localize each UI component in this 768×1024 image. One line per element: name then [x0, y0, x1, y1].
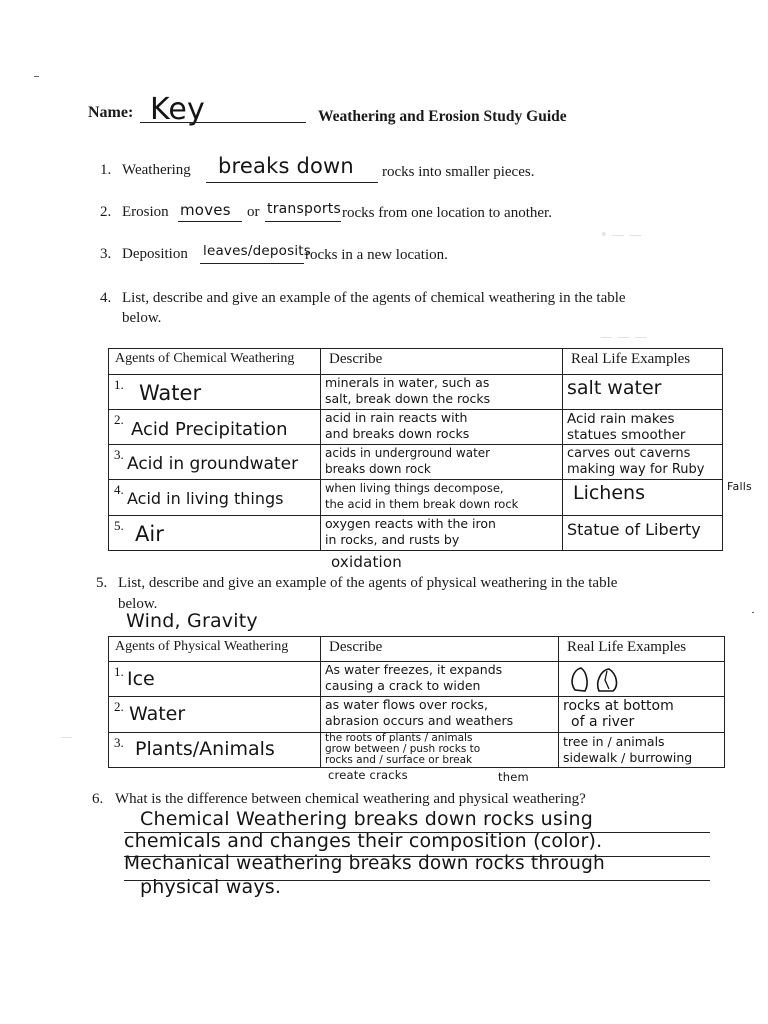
- overflow-note: them: [498, 770, 529, 784]
- q2-answer-1: moves: [180, 201, 231, 219]
- row-number: 2.: [114, 412, 124, 427]
- example-line: statues smoother: [567, 427, 686, 443]
- q2-number: 2.: [100, 204, 112, 220]
- q2-underline-1: [178, 221, 242, 222]
- row-number: 1.: [114, 377, 124, 392]
- example: [567, 522, 701, 538]
- example-line: Lichens: [573, 482, 645, 504]
- bleed-through-text: —: [60, 730, 73, 745]
- description: [325, 480, 518, 512]
- example-line: Statue of Liberty: [567, 520, 701, 539]
- row-number: 4.: [114, 482, 124, 497]
- column-header: Real Life Examples: [571, 351, 691, 367]
- q3-number: 3.: [100, 246, 112, 262]
- description: [325, 697, 513, 729]
- q1-underline: [206, 182, 378, 183]
- example: [567, 411, 686, 443]
- column-header: Real Life Examples: [567, 639, 687, 655]
- description: [325, 375, 490, 407]
- description-line: the roots of plants / animals: [325, 732, 473, 744]
- q2-text-mid: or: [247, 204, 260, 220]
- q2-underline-2: [265, 221, 341, 222]
- example: [567, 446, 704, 478]
- example: [567, 377, 662, 399]
- q3-underline: [200, 263, 304, 264]
- description-line: acid in rain reacts with: [325, 410, 468, 425]
- row-number: 3.: [114, 447, 124, 462]
- overflow-note: Falls: [727, 480, 752, 493]
- q6-number: 6.: [92, 791, 104, 807]
- example-line: tree in / animals: [563, 734, 665, 749]
- q6-question: What is the difference between chemical weathering and physical weathering?: [115, 791, 586, 807]
- example-line: sidewalk / burrowing: [563, 750, 693, 765]
- bleed-through-text: • — —: [600, 228, 642, 243]
- q1-number: 1.: [100, 162, 112, 178]
- agent-name: Water: [129, 703, 186, 725]
- description-line: breaks down rock: [325, 462, 431, 476]
- description-line: oxygen reacts with the iron: [325, 516, 496, 531]
- description-line: causing a crack to widen: [325, 678, 481, 693]
- description-line: as water flows over rocks,: [325, 697, 488, 712]
- cracked-rock-sketch: [565, 664, 625, 696]
- row-number: 3.: [114, 735, 124, 750]
- description: [325, 445, 490, 477]
- q5-text-line1: List, describe and give an example of the agents of physical weathering in the table: [118, 575, 618, 591]
- q2-text-post: rocks from one location to another.: [342, 205, 552, 221]
- q6-answer-line: chemicals and changes their composition (color).: [124, 830, 603, 852]
- example-line: making way for Ruby: [567, 462, 705, 477]
- example-line: Acid rain makes: [567, 411, 675, 427]
- description: [325, 516, 496, 548]
- table-header-row: [109, 349, 723, 375]
- name-value: Key: [150, 92, 205, 127]
- column-header: Agents of Physical Weathering: [115, 639, 289, 654]
- q1-text-pre: Weathering: [122, 162, 191, 178]
- q4-text-line2: below.: [122, 310, 162, 326]
- description: [325, 410, 469, 442]
- agent-name: Air: [135, 522, 164, 546]
- q6-answer-line: Chemical Weathering breaks down rocks using: [140, 808, 593, 830]
- agent-name: Ice: [127, 668, 155, 690]
- q1-answer: breaks down: [218, 154, 354, 178]
- q3-text-post: rocks in a new location.: [305, 247, 448, 263]
- q1-text-post: rocks into smaller pieces.: [382, 164, 535, 180]
- example: [563, 698, 674, 730]
- overflow-note: create cracks: [328, 768, 408, 782]
- description-line: the acid in them break down rock: [325, 497, 519, 511]
- example-line: carves out caverns: [567, 446, 691, 461]
- row-number: 1.: [114, 664, 124, 679]
- table-row: [109, 410, 723, 445]
- description-line: acids in underground water: [325, 446, 491, 460]
- name-underline: [140, 122, 306, 123]
- column-header: Describe: [329, 639, 383, 655]
- scan-speck: [752, 612, 754, 613]
- description-line: rocks and / surface or break: [325, 754, 473, 766]
- table-row: [109, 375, 723, 410]
- q6-answer-line: physical ways.: [140, 876, 282, 898]
- table-row: [109, 480, 723, 516]
- example-line: rocks at bottom: [563, 698, 674, 714]
- table-header-row: [109, 637, 725, 662]
- example-line: of a river: [571, 714, 635, 730]
- table-row: [109, 697, 725, 733]
- column-header: Agents of Chemical Weathering: [115, 351, 295, 366]
- column-header: Describe: [329, 351, 383, 367]
- table-row: [109, 733, 725, 768]
- page-title: Weathering and Erosion Study Guide: [318, 108, 567, 125]
- example: [573, 482, 645, 504]
- description-line: salt, break down the rocks: [325, 391, 491, 406]
- q5-number: 5.: [96, 575, 108, 591]
- agent-name: Acid in groundwater: [127, 454, 299, 474]
- table-row: [109, 662, 725, 697]
- q3-text-pre: Deposition: [122, 246, 188, 262]
- q2-answer-2: transports: [267, 201, 341, 217]
- description-line: abrasion occurs and weathers: [325, 713, 514, 728]
- description-line: in rocks, and rusts by: [325, 532, 460, 547]
- q4-text-line1: List, describe and give an example of the agents of chemical weathering in the table: [122, 290, 626, 306]
- overflow-note: oxidation: [331, 553, 403, 571]
- row-number: 5.: [114, 518, 124, 533]
- q6-answer-line: Mechanical weathering breaks down rocks through: [124, 853, 605, 874]
- q5-text-line2: below.: [118, 596, 158, 612]
- description-line: minerals in water, such as: [325, 375, 490, 390]
- description: [325, 662, 502, 694]
- q2-text-pre: Erosion: [122, 204, 169, 220]
- description: [325, 733, 480, 766]
- description-line: when living things decompose,: [325, 481, 504, 495]
- name-label: Name:: [88, 104, 134, 121]
- agent-name: Plants/Animals: [135, 738, 275, 760]
- example-line: salt water: [567, 377, 662, 399]
- agent-name: Acid in living things: [127, 489, 284, 508]
- scan-speck: [34, 76, 39, 77]
- agent-name: Water: [139, 381, 202, 405]
- row-number: 2.: [114, 699, 124, 714]
- q4-number: 4.: [100, 290, 112, 306]
- bleed-through-text: — — —: [600, 330, 648, 345]
- chemical-weathering-table: [108, 348, 723, 551]
- example: [563, 734, 692, 766]
- description-line: and breaks down rocks: [325, 426, 470, 441]
- q5-note: Wind, Gravity: [126, 610, 258, 632]
- q3-answer: leaves/deposits: [203, 243, 312, 259]
- physical-weathering-table: [108, 636, 725, 768]
- table-row: [109, 445, 723, 480]
- agent-name: Acid Precipitation: [131, 419, 288, 440]
- description-line: As water freezes, it expands: [325, 662, 503, 677]
- table-row: [109, 516, 723, 551]
- description-line: grow between / push rocks to: [325, 743, 481, 755]
